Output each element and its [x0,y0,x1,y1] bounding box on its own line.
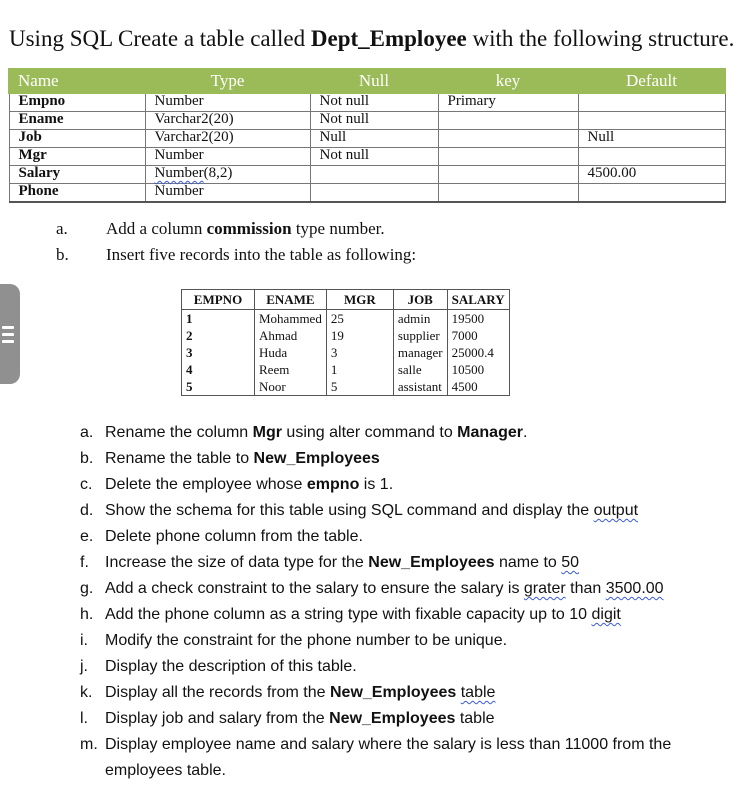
list-item [80,498,730,524]
records-cell-salary: 25000.4 [447,344,509,361]
task-text: Delete phone column from the table. [105,528,363,545]
structure-cell-key [438,112,578,130]
task-text: Display all the records from the New_Employees table [105,684,496,701]
drag-handle-icon[interactable] [0,284,20,384]
structure-cell-null: Null [310,130,438,148]
structure-row [9,130,725,148]
header-key: key [438,69,578,93]
list-item [80,420,730,446]
records-cell-mgr: 25 [326,310,393,328]
header-default: Default [578,69,725,93]
title-prefix: Using SQL Create a table called [9,26,311,51]
table-row [182,361,510,378]
title-suffix: with the following structure. [466,26,735,51]
task-marker: k. [80,684,93,701]
records-header-empno: EMPNO [182,290,255,310]
structure-row [9,148,725,166]
instruction-marker: a. [56,219,68,238]
task-text: Display employee name and salary where the salary is less than 11000 from the employees table. [105,736,672,779]
structure-cell-key: Primary [438,93,578,112]
task-marker: d. [80,502,94,519]
records-cell-mgr: 5 [326,378,393,396]
task-text: Add a check constraint to the salary to ensure the salary is grater than 3500.00 [105,580,664,597]
list-item [80,550,730,576]
structure-cell-null: Not null [310,112,438,130]
table-row [182,344,510,361]
records-cell-salary: 4500 [447,378,509,396]
structure-cell-default: Null [578,130,725,148]
records-cell-empno: 3 [182,344,255,361]
task-marker: c. [80,476,93,493]
structure-row [9,184,725,203]
structure-row [9,166,725,184]
records-header-row [182,290,510,310]
instruction-text: Add a column commission type number. [106,219,385,238]
records-cell-mgr: 3 [326,344,393,361]
list-item [80,576,730,602]
list-item [80,446,730,472]
records-header-job: JOB [393,290,447,310]
records-cell-empno: 1 [182,310,255,328]
task-marker: j. [80,658,88,675]
list-item [80,628,730,654]
structure-cell-type: Number [145,93,310,112]
task-marker: i. [80,632,88,649]
structure-table [8,68,726,203]
records-cell-ename: Mohammed [255,310,327,328]
structure-cell-name: Phone [9,184,145,203]
instruction-marker: b. [56,245,69,264]
structure-cell-key [438,184,578,203]
records-header-ename: ENAME [255,290,327,310]
records-header-mgr: MGR [326,290,393,310]
records-cell-salary: 19500 [447,310,509,328]
records-cell-salary: 7000 [447,327,509,344]
task-marker: e. [80,528,94,545]
structure-cell-type: Number [145,184,310,203]
records-cell-empno: 5 [182,378,255,396]
grip-line [2,326,14,329]
structure-cell-null: Not null [310,93,438,112]
records-table [181,289,510,396]
records-cell-job: salle [393,361,447,378]
structure-cell-name: Ename [9,112,145,130]
list-item [80,524,730,550]
task-marker: a. [80,424,94,441]
task-marker: m. [80,736,98,753]
structure-cell-name: Salary [9,166,145,184]
records-cell-empno: 2 [182,327,255,344]
records-cell-empno: 4 [182,361,255,378]
structure-cell-default [578,112,725,130]
structure-cell-type: Number [145,148,310,166]
table-row [182,310,510,328]
structure-cell-key [438,166,578,184]
records-cell-mgr: 19 [326,327,393,344]
structure-row [9,93,725,112]
structure-cell-name: Job [9,130,145,148]
list-item [80,654,730,680]
task-marker: b. [80,450,94,467]
list-item [80,602,730,628]
structure-cell-name: Empno [9,93,145,112]
records-cell-job: admin [393,310,447,328]
task-marker: f. [80,554,89,571]
grip-line [2,340,14,343]
task-marker: g. [80,580,94,597]
grip-line [2,333,14,336]
structure-cell-default [578,93,725,112]
structure-cell-null [310,166,438,184]
task-text: Rename the table to New_Employees [105,450,380,467]
task-marker: l. [80,710,88,727]
header-type: Type [145,69,310,93]
structure-cell-key [438,130,578,148]
list-item [80,706,730,732]
task-text: Modify the constraint for the phone number to be unique. [105,632,508,649]
header-name: Name [9,69,145,93]
records-cell-mgr: 1 [326,361,393,378]
task-text: Display the description of this table. [105,658,357,675]
structure-row [9,112,725,130]
task-list [80,420,730,784]
records-header-salary: SALARY [447,290,509,310]
structure-cell-default [578,184,725,203]
records-cell-ename: Noor [255,378,327,396]
task-text: Show the schema for this table using SQL command and display the output [105,502,639,519]
structure-cell-key [438,148,578,166]
structure-cell-name: Mgr [9,148,145,166]
structure-cell-type: Number(8,2) [145,166,310,184]
title-table-name: Dept_Employee [310,26,467,51]
records-cell-job: assistant [393,378,447,396]
task-text: Rename the column Mgr using alter command to Manager. [105,424,528,441]
structure-cell-default [578,148,725,166]
task-text: Delete the employee whose empno is 1. [105,476,394,493]
structure-cell-type: Varchar2(20) [145,112,310,130]
list-item [80,732,730,784]
task-text: Display job and salary from the New_Employees table [105,710,495,727]
records-cell-salary: 10500 [447,361,509,378]
header-null: Null [310,69,438,93]
records-cell-ename: Huda [255,344,327,361]
structure-cell-null [310,184,438,203]
table-row [182,378,510,396]
structure-header-row [9,69,725,93]
task-text: Add the phone column as a string type with fixable capacity up to 10 digit [105,606,621,623]
table-row [182,327,510,344]
list-item [80,472,730,498]
records-cell-ename: Ahmad [255,327,327,344]
instruction-text: Insert five records into the table as following: [106,245,417,264]
task-marker: h. [80,606,94,623]
records-cell-job: supplier [393,327,447,344]
structure-cell-default: 4500.00 [578,166,725,184]
task-text: Increase the size of data type for the New_Employees name to 50 [105,554,580,571]
records-cell-job: manager [393,344,447,361]
structure-cell-null: Not null [310,148,438,166]
document-title [9,26,734,52]
list-item [80,680,730,706]
records-cell-ename: Reem [255,361,327,378]
structure-cell-type: Varchar2(20) [145,130,310,148]
